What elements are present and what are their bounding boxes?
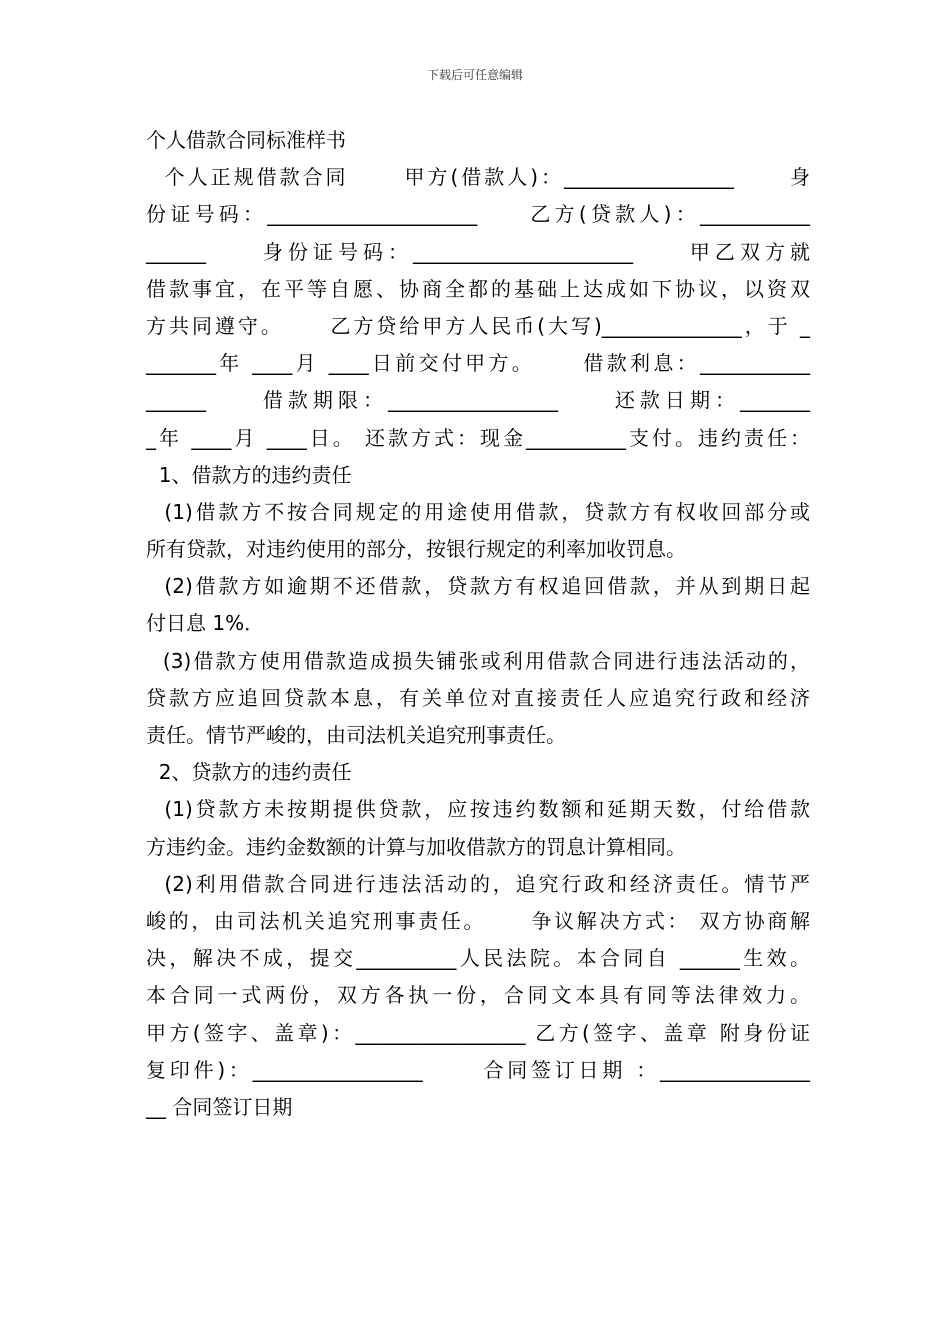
text-line: ______ 借款期限：_________________ 还款日期：_______ (146, 388, 810, 413)
page-header-note: 下载后可任意编辑 (426, 68, 523, 82)
section-heading: 1、借款方的违约责任 (146, 462, 352, 487)
contract-body (146, 122, 810, 1126)
text-line: 所有贷款，对违约使用的部分，按银行规定的利率加收罚息。 (146, 537, 686, 562)
text-line: 借款事宜，在平等自愿、协商全都的基础上达成如下协议，以资双 (146, 276, 810, 301)
text-line: 决，解决不成，提交__________人民法院。本合同自 ______生效。 (146, 946, 810, 971)
text-line: 方违约金。违约金数额的计算与加收借款方的罚息计算相同。 (146, 834, 686, 859)
signature-line: 复印件)：_________________ 合同签订日期 ：_______________ (146, 1057, 810, 1082)
text-line: 贷款方应追回贷款本息，有关单位对直接责任人应追究行政和经济 (146, 685, 810, 710)
text-line: 个人正规借款合同 甲方(借款人)：_________________ 身 (146, 165, 810, 190)
text-line: (2)借款方如逾期不还借款，贷款方有权追回借款，并从到期日起 (146, 574, 810, 599)
text-line: 份证号码：_____________________ 乙方(贷款人)：___________ (146, 202, 810, 227)
text-line: 方共同遵守。 乙方贷给甲方人民币(大写)______________，于 _ (146, 313, 810, 338)
text-line: 峻的，由司法机关追究刑事责任。 争议解决方式： 双方协商解 (146, 908, 810, 933)
text-line: 责任。情节严峻的，由司法机关追究刑事责任。 (146, 723, 566, 747)
text-line: (3)借款方使用借款造成损失铺张或利用借款合同进行违法活动的， (146, 648, 810, 673)
text-line: (1)借款方不按合同规定的用途使用借款，贷款方有权收回部分或 (146, 499, 810, 524)
text-line: ______ 身份证号码：______________________ 甲乙双方就 (146, 239, 810, 264)
text-line: 付日息 1%． (146, 611, 265, 636)
signature-line: __ 合同签订日期 (146, 1094, 293, 1119)
document-title: 个人借款合同标准样书 (146, 128, 346, 152)
text-line: (2)利用借款合同进行违法活动的，追究行政和经济责任。情节严 (146, 871, 810, 896)
section-heading: 2、贷款方的违约责任 (146, 760, 352, 785)
signature-line: 甲方(签字、盖章)：_________________ 乙方(签字、盖章 附身份证 (146, 1020, 810, 1045)
text-line: 本合同一式两份，双方各执一份，合同文本具有同等法律效力。 (146, 983, 810, 1008)
text-line: _年 ____月 ____日。 还款方式：现金__________支付。违约责任： (146, 425, 810, 450)
text-line: _______年 ____月 ____日前交付甲方。 借款利息：___________ (146, 351, 810, 376)
text-line: (1)贷款方未按期提供贷款，应按违约数额和延期天数，付给借款 (146, 797, 810, 822)
